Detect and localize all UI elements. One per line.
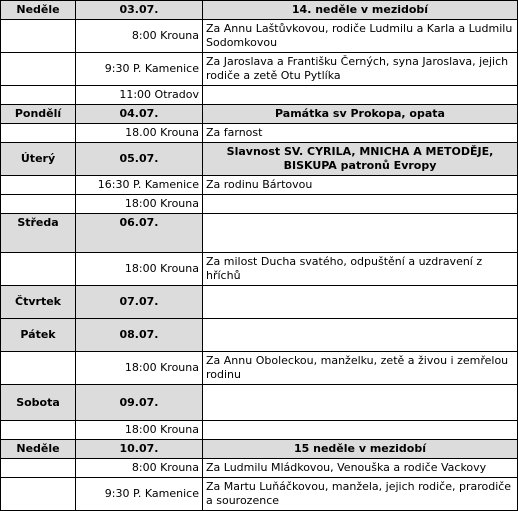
mass-intention xyxy=(203,86,518,105)
empty-cell xyxy=(1,421,76,440)
mass-time: 8:00 Krouna xyxy=(76,459,203,478)
mass-row xyxy=(1,478,518,511)
day-header-row xyxy=(1,105,518,124)
feast-title: 14. neděle v mezidobí xyxy=(203,1,518,20)
day-header-row xyxy=(1,440,518,459)
empty-cell xyxy=(1,253,76,286)
day-header-row xyxy=(1,385,518,421)
mass-intention xyxy=(203,421,518,440)
mass-row xyxy=(1,352,518,385)
mass-row xyxy=(1,459,518,478)
mass-intention: Za Ludmilu Mládkovou, Venouška a rodiče Vackovy xyxy=(203,459,518,478)
day-header-row xyxy=(1,143,518,176)
mass-time: 18.00 Krouna xyxy=(76,124,203,143)
mass-row xyxy=(1,124,518,143)
date: 09.07. xyxy=(76,385,203,421)
feast-title: Památka sv Prokopa, opata xyxy=(203,105,518,124)
day-name: Středa xyxy=(1,214,76,253)
mass-intention: Za farnost xyxy=(203,124,518,143)
date: 07.07. xyxy=(76,286,203,319)
date: 06.07. xyxy=(76,214,203,253)
mass-row xyxy=(1,86,518,105)
mass-time: 9:30 P. Kamenice xyxy=(76,53,203,86)
empty-cell xyxy=(1,352,76,385)
day-name: Pondělí xyxy=(1,105,76,124)
mass-intention: Za Annu Laštůvkovou, rodiče Ludmilu a Karla a Ludmilu Sodomkovou xyxy=(203,20,518,53)
day-name: Pátek xyxy=(1,319,76,352)
date: 03.07. xyxy=(76,1,203,20)
empty-cell xyxy=(1,124,76,143)
mass-row xyxy=(1,20,518,53)
mass-row xyxy=(1,176,518,195)
day-header-row xyxy=(1,319,518,352)
mass-intention: Za milost Ducha svatého, odpuštění a uzdravení z hříchů xyxy=(203,253,518,286)
empty-cell xyxy=(1,176,76,195)
feast-title: Slavnost SV. CYRILA, MNICHA A METODĚJE, BISKUPA patronů Evropy xyxy=(203,143,518,176)
empty-cell xyxy=(1,86,76,105)
day-name: Neděle xyxy=(1,440,76,459)
mass-time: 18:00 Krouna xyxy=(76,253,203,286)
date: 08.07. xyxy=(76,319,203,352)
empty-cell xyxy=(1,459,76,478)
date: 04.07. xyxy=(76,105,203,124)
mass-row xyxy=(1,421,518,440)
mass-intention: Za Annu Oboleckou, manželku, zetě a živou i zemřelou rodinu xyxy=(203,352,518,385)
mass-intention: Za Martu Luňáčkovou, manžela, jejich rodiče, prarodiče a sourozence xyxy=(203,478,518,511)
mass-time: 18:00 Krouna xyxy=(76,421,203,440)
day-name: Sobota xyxy=(1,385,76,421)
feast-title xyxy=(203,385,518,421)
feast-title: 15 neděle v mezidobí xyxy=(203,440,518,459)
day-name: Neděle xyxy=(1,1,76,20)
mass-intention: Za Jaroslava a Františku Černých, syna Jaroslava, jejich rodiče a zetě Otu Pytlíka xyxy=(203,53,518,86)
mass-time: 18:00 Krouna xyxy=(76,195,203,214)
date: 10.07. xyxy=(76,440,203,459)
mass-intention xyxy=(203,195,518,214)
date: 05.07. xyxy=(76,143,203,176)
feast-title xyxy=(203,286,518,319)
day-header-row xyxy=(1,286,518,319)
empty-cell xyxy=(1,195,76,214)
mass-time: 16:30 P. Kamenice xyxy=(76,176,203,195)
mass-time: 9:30 P. Kamenice xyxy=(76,478,203,511)
day-name: Úterý xyxy=(1,143,76,176)
day-header-row xyxy=(1,1,518,20)
feast-title xyxy=(203,319,518,352)
empty-cell xyxy=(1,20,76,53)
empty-cell xyxy=(1,53,76,86)
day-header-row xyxy=(1,214,518,253)
mass-time: 11:00 Otradov xyxy=(76,86,203,105)
mass-time: 8:00 Krouna xyxy=(76,20,203,53)
day-name: Čtvrtek xyxy=(1,286,76,319)
mass-time: 18:00 Krouna xyxy=(76,352,203,385)
mass-intention: Za rodinu Bártovou xyxy=(203,176,518,195)
mass-row xyxy=(1,195,518,214)
mass-row xyxy=(1,53,518,86)
mass-row xyxy=(1,253,518,286)
feast-title xyxy=(203,214,518,253)
empty-cell xyxy=(1,478,76,511)
